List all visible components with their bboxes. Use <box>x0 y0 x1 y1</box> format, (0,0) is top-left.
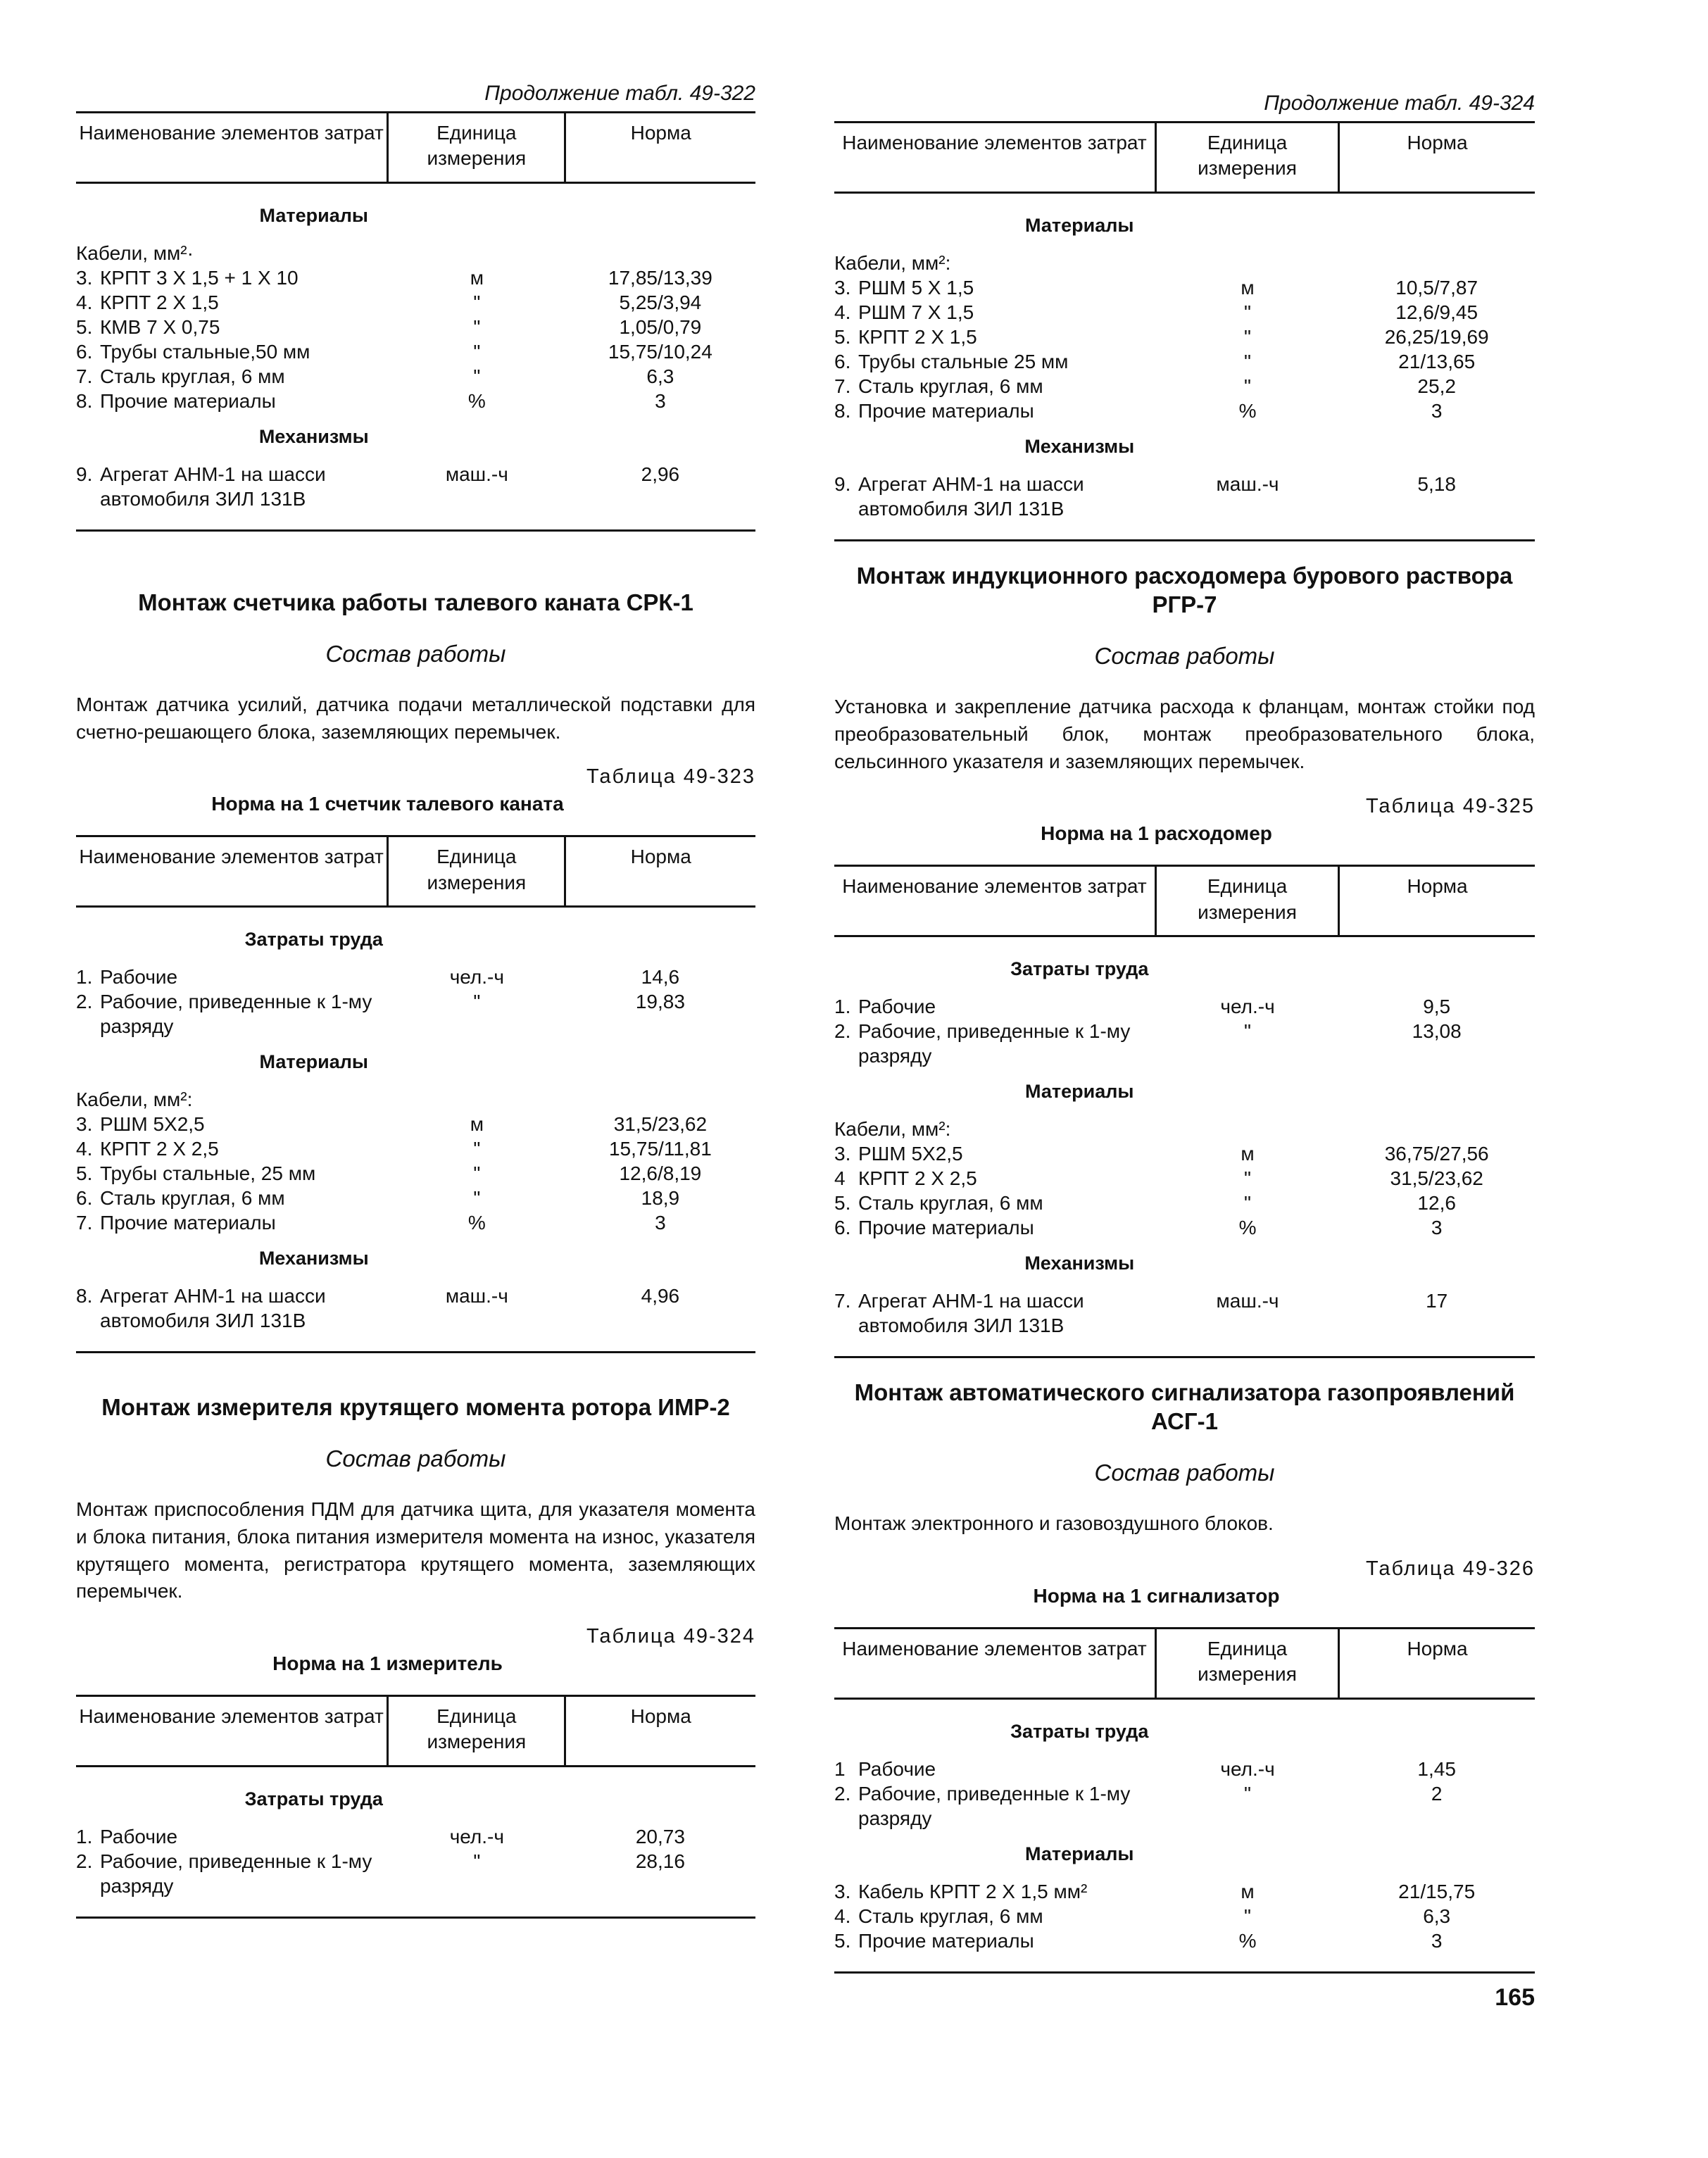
row-number: 6. <box>834 350 851 372</box>
row-unit: маш.-ч <box>1216 1289 1279 1312</box>
row-norm: 19,83 <box>635 991 685 1013</box>
row-norm: 13,08 <box>1412 1020 1462 1042</box>
norm-table <box>834 121 1535 541</box>
header-norm: Норма <box>1407 875 1468 898</box>
row-name: КМВ 7 X 0,75 <box>100 315 220 338</box>
table-row <box>834 1904 1535 1928</box>
table-row <box>76 339 755 364</box>
table-header <box>834 123 1535 194</box>
table-row <box>834 325 1535 349</box>
row-name: Сталь круглая, 6 мм <box>100 1187 285 1210</box>
section-title: Монтаж измерителя крутящего момента ротора ИМР-2 <box>101 1394 730 1421</box>
row-number: 7. <box>834 375 851 397</box>
row-number: 3. <box>834 1880 851 1902</box>
row-unit: " <box>473 291 481 313</box>
row-unit: " <box>473 315 481 338</box>
row-name: Рабочие <box>100 966 178 989</box>
row-unit: % <box>467 1212 486 1234</box>
row-unit: чел.-ч <box>1220 995 1275 1017</box>
row-number: 4. <box>76 1138 93 1160</box>
row-number: 1 <box>834 1757 846 1780</box>
row-number: 8. <box>834 399 851 422</box>
table-header <box>834 1629 1535 1700</box>
table-body <box>834 1700 1535 1971</box>
row-norm: 14,6 <box>641 966 680 989</box>
header-name: Наименование элементов затрат <box>842 132 1147 153</box>
section-subtitle: Состав работы <box>325 641 506 667</box>
table-row <box>834 1288 1535 1338</box>
table-row <box>76 989 755 1039</box>
work-description: Монтаж приспособления ПДМ для датчика щита, для указателя момента и блока питания, блока питания измерителя момента на износ, указателя крутящего момента, регистратора крутящего момента, заземляющих перемычек. <box>76 1498 755 1602</box>
row-number: 7. <box>834 1289 851 1312</box>
row-name: Рабочие <box>858 995 936 1017</box>
row-name: РШМ 5X2,5 <box>100 1113 205 1136</box>
row-number: 6. <box>76 340 93 363</box>
row-number: 2. <box>834 1782 851 1805</box>
row-unit: " <box>1244 325 1251 348</box>
table-section-title: Материалы <box>259 204 368 226</box>
row-number: 1. <box>76 1825 93 1848</box>
row-name: Кабель КРПТ 2 X 1,5 мм² <box>858 1880 1088 1902</box>
row-name: Агрегат АНМ-1 на шасси автомобиля ЗИЛ 131В <box>858 472 1084 520</box>
table-row <box>76 1112 755 1136</box>
table-row <box>834 1757 1535 1781</box>
table-section-title: Механизмы <box>258 425 369 447</box>
row-unit: м <box>470 1113 484 1136</box>
row-number: 7. <box>76 1212 93 1234</box>
table-row <box>76 389 755 413</box>
table-row <box>76 1824 755 1849</box>
row-unit: маш.-ч <box>1216 472 1279 495</box>
row-norm: 21/13,65 <box>1398 350 1476 372</box>
row-norm: 17,85/13,39 <box>608 266 712 289</box>
norm-table <box>834 865 1535 1358</box>
header-unit: Единица измерения <box>387 1697 566 1765</box>
row-number: 5. <box>76 1162 93 1185</box>
row-number: 8. <box>76 1285 93 1307</box>
header-name: Наименование элементов затрат <box>79 846 384 868</box>
table-number: Таблица 49-324 <box>586 1624 755 1648</box>
row-name: Агрегат АНМ-1 на шасси автомобиля ЗИЛ 131В <box>100 463 326 510</box>
header-name: Наименование элементов затрат <box>79 1705 384 1727</box>
row-unit: м <box>1241 1142 1255 1165</box>
row-name: КРПТ 2 X 1,5 <box>100 291 219 313</box>
table-section-title: Материалы <box>1025 214 1134 236</box>
row-norm: 15,75/10,24 <box>608 340 712 363</box>
left-column <box>76 82 755 1919</box>
row-unit: " <box>1244 1167 1251 1189</box>
row-name: Рабочие, приведенные к 1-му разряду <box>100 1850 372 1897</box>
row-number: 3. <box>834 1142 851 1165</box>
table-row <box>834 1191 1535 1215</box>
table-number: Таблица 49-325 <box>1365 795 1535 818</box>
section-title: Монтаж автоматического сигнализатора газопроявлений АСГ-1 <box>854 1379 1515 1435</box>
row-number: 8. <box>76 389 93 412</box>
row-norm: 3 <box>1431 1216 1443 1238</box>
row-norm: 1,05/0,79 <box>619 315 702 338</box>
table-section-title: Затраты труда <box>244 929 383 951</box>
table-body <box>76 184 755 529</box>
norm-table <box>76 1695 755 1919</box>
header-norm: Норма <box>1407 1638 1468 1660</box>
row-unit: " <box>473 1162 481 1185</box>
norm-table <box>76 111 755 532</box>
row-number: 1. <box>834 995 851 1017</box>
row-name: Сталь круглая, 6 мм <box>858 1905 1043 1927</box>
row-name: Агрегат АНМ-1 на шасси автомобиля ЗИЛ 131В <box>100 1285 326 1332</box>
table-section-title: Механизмы <box>1024 1252 1135 1274</box>
row-name: КРПТ 2 X 2,5 <box>858 1167 977 1189</box>
norm-caption: Норма на 1 расходомер <box>1041 822 1272 845</box>
table-number: Таблица 49-323 <box>586 765 755 789</box>
header-name: Наименование элементов затрат <box>842 1638 1147 1660</box>
row-number: 2. <box>834 1020 851 1042</box>
row-number: 5. <box>834 1191 851 1214</box>
row-name: Сталь круглая, 6 мм <box>858 375 1043 397</box>
right-column <box>834 92 1535 1974</box>
norm-caption: Норма на 1 измеритель <box>272 1652 503 1674</box>
row-unit: " <box>1244 350 1251 372</box>
row-number: 5. <box>76 315 93 338</box>
table-body <box>834 194 1535 539</box>
row-unit: " <box>1244 1020 1251 1042</box>
row-number: 9. <box>76 463 93 485</box>
header-unit: Единица измерения <box>387 113 566 182</box>
row-number: 4. <box>76 291 93 313</box>
row-norm: 9,5 <box>1423 995 1451 1017</box>
row-norm: 3 <box>1431 399 1443 422</box>
table-row <box>834 1928 1535 1953</box>
table-row <box>76 1284 755 1333</box>
row-unit: м <box>1241 276 1255 299</box>
table-subheading: Кабели, мм²: <box>834 1117 951 1140</box>
table-header <box>76 837 755 908</box>
table-section-title: Материалы <box>259 1051 368 1073</box>
table-subheading: Кабели, мм²: <box>834 251 951 274</box>
row-unit: % <box>1238 399 1257 422</box>
norm-caption: Норма на 1 счетчик талевого каната <box>211 793 564 815</box>
row-number: 5. <box>834 325 851 348</box>
table-row <box>76 1161 755 1186</box>
table-section-title: Материалы <box>1025 1843 1134 1864</box>
row-norm: 3 <box>655 389 666 412</box>
table-row <box>76 290 755 315</box>
norm-table <box>834 1627 1535 1974</box>
row-unit: " <box>1244 1191 1251 1214</box>
continuation-label: Продолжение табл. 49-324 <box>1264 92 1535 115</box>
row-unit: % <box>467 389 486 412</box>
row-unit: " <box>1244 1782 1251 1805</box>
table-header <box>76 1697 755 1767</box>
row-norm: 26,25/19,69 <box>1384 325 1489 348</box>
row-name: РШМ 5 X 1,5 <box>858 276 974 299</box>
table-row <box>834 472 1535 521</box>
header-unit: Единица измерения <box>387 837 566 905</box>
row-unit: " <box>473 1138 481 1160</box>
section-title: Монтаж индукционного расходомера бурового раствора РГР-7 <box>856 562 1513 618</box>
row-norm: 3 <box>1431 1929 1443 1952</box>
table-row <box>76 364 755 389</box>
table-subheading: Кабели, мм²· <box>76 241 194 264</box>
table-row <box>834 300 1535 325</box>
row-norm: 5,18 <box>1417 472 1456 495</box>
table-row <box>834 275 1535 300</box>
row-name: Рабочие, приведенные к 1-му разряду <box>100 991 372 1038</box>
row-name: Трубы стальные 25 мм <box>858 350 1069 372</box>
row-norm: 12,6/8,19 <box>619 1162 702 1185</box>
row-norm: 25,2 <box>1417 375 1456 397</box>
row-name: Агрегат АНМ-1 на шасси автомобиля ЗИЛ 131В <box>858 1289 1084 1336</box>
table-section-title: Затраты труда <box>244 1788 383 1809</box>
header-norm: Норма <box>1407 132 1468 153</box>
row-name: КРПТ 2 X 2,5 <box>100 1138 219 1160</box>
header-name: Наименование элементов затрат <box>79 122 384 144</box>
header-name: Наименование элементов затрат <box>842 875 1147 898</box>
row-name: РШМ 5X2,5 <box>858 1142 963 1165</box>
row-norm: 17 <box>1426 1289 1448 1312</box>
table-subheading: Кабели, мм²: <box>76 1089 193 1111</box>
row-norm: 2 <box>1431 1782 1443 1805</box>
row-name: Прочие материалы <box>858 1216 1034 1238</box>
row-name: Рабочие, приведенные к 1-му разряду <box>858 1020 1131 1067</box>
table-section-title: Материалы <box>1025 1080 1134 1102</box>
table-section-title: Механизмы <box>258 1248 369 1269</box>
row-name: Сталь круглая, 6 мм <box>100 365 285 387</box>
row-name: Прочие материалы <box>858 1929 1034 1952</box>
row-number: 4. <box>834 1905 851 1927</box>
table-row <box>834 1166 1535 1191</box>
row-unit: " <box>1244 301 1251 323</box>
row-unit: " <box>1244 1905 1251 1927</box>
row-unit: маш.-ч <box>445 463 508 485</box>
row-name: Сталь круглая, 6 мм <box>858 1191 1043 1214</box>
header-unit: Единица измерения <box>1155 867 1340 935</box>
row-norm: 28,16 <box>635 1850 685 1872</box>
row-name: Прочие материалы <box>100 389 276 412</box>
row-norm: 1,45 <box>1417 1757 1456 1780</box>
table-body <box>76 908 755 1351</box>
row-unit: " <box>473 1187 481 1210</box>
row-norm: 2,96 <box>641 463 680 485</box>
row-number: 6. <box>834 1216 851 1238</box>
row-norm: 6,3 <box>1423 1905 1451 1927</box>
table-section-title: Затраты труда <box>1010 958 1149 979</box>
row-unit: % <box>1238 1216 1257 1238</box>
norm-table <box>76 835 755 1353</box>
row-unit: чел.-ч <box>449 966 504 989</box>
work-description: Установка и закрепление датчика расхода к фланцам, монтаж стойки под преобразовательный блок, монтаж преобразовательного блока, сельсинного указателя и заземляющих перемычек. <box>834 696 1535 772</box>
continuation-label: Продолжение табл. 49-322 <box>484 82 755 105</box>
row-name: Прочие материалы <box>100 1212 276 1234</box>
row-norm: 4,96 <box>641 1285 680 1307</box>
table-row <box>76 265 755 290</box>
row-name: КРПТ 2 X 1,5 <box>858 325 977 348</box>
table-header <box>834 867 1535 937</box>
section-subtitle: Состав работы <box>325 1445 506 1472</box>
row-unit: " <box>473 991 481 1013</box>
table-row <box>76 462 755 511</box>
table-row <box>76 315 755 339</box>
table-body <box>834 937 1535 1356</box>
row-norm: 5,25/3,94 <box>619 291 702 313</box>
row-name: КРПТ 3 X 1,5 + 1 X 10 <box>100 266 299 289</box>
header-unit: Единица измерения <box>1155 123 1340 192</box>
row-unit: маш.-ч <box>445 1285 508 1307</box>
table-row <box>76 1210 755 1235</box>
row-name: РШМ 7 X 1,5 <box>858 301 974 323</box>
row-number: 7. <box>76 365 93 387</box>
row-unit: м <box>470 266 484 289</box>
table-row <box>834 1781 1535 1831</box>
row-unit: м <box>1241 1880 1255 1902</box>
row-unit: " <box>1244 375 1251 397</box>
row-number: 3. <box>76 1113 93 1136</box>
table-row <box>834 399 1535 423</box>
row-number: 3. <box>76 266 93 289</box>
row-number: 4 <box>834 1167 846 1189</box>
row-norm: 31,5/23,62 <box>613 1113 708 1136</box>
row-norm: 31,5/23,62 <box>1390 1167 1483 1189</box>
table-row <box>76 1136 755 1161</box>
table-header <box>76 113 755 184</box>
table-row <box>834 374 1535 399</box>
table-row <box>76 1186 755 1210</box>
section-subtitle: Состав работы <box>1094 643 1275 670</box>
header-norm: Норма <box>630 122 691 144</box>
header-norm: Норма <box>630 1705 691 1727</box>
row-name: Прочие материалы <box>858 399 1034 422</box>
header-unit: Единица измерения <box>1155 1629 1340 1698</box>
row-norm: 20,73 <box>635 1825 685 1848</box>
row-number: 2. <box>76 991 93 1013</box>
row-norm: 12,6/9,45 <box>1395 301 1478 323</box>
row-norm: 15,75/11,81 <box>608 1138 712 1160</box>
row-name: Трубы стальные, 25 мм <box>100 1162 316 1185</box>
row-number: 3. <box>834 276 851 299</box>
table-row <box>76 965 755 989</box>
page-number: 165 <box>1495 1984 1535 2011</box>
work-description: Монтаж электронного и газовоздушного блоков. <box>834 1512 1274 1535</box>
table-row <box>834 349 1535 374</box>
row-norm: 6,3 <box>646 365 674 387</box>
row-name: Рабочие <box>100 1825 178 1848</box>
row-name: Трубы стальные,50 мм <box>100 340 310 363</box>
row-unit: чел.-ч <box>1220 1757 1275 1780</box>
norm-caption: Норма на 1 сигнализатор <box>1033 1585 1280 1607</box>
row-number: 9. <box>834 472 851 495</box>
row-norm: 36,75/27,56 <box>1384 1142 1489 1165</box>
table-number: Таблица 49-326 <box>1365 1557 1535 1581</box>
table-row <box>834 1019 1535 1068</box>
table-row <box>76 1849 755 1898</box>
table-row <box>834 1215 1535 1240</box>
table-section-title: Затраты труда <box>1010 1720 1149 1742</box>
row-unit: " <box>473 365 481 387</box>
row-norm: 12,6 <box>1417 1191 1456 1214</box>
row-name: Рабочие <box>858 1757 936 1780</box>
row-norm: 21/15,75 <box>1398 1880 1476 1902</box>
section-subtitle: Состав работы <box>1094 1460 1275 1486</box>
row-norm: 18,9 <box>641 1187 680 1210</box>
row-number: 1. <box>76 966 93 989</box>
table-section-title: Механизмы <box>1024 435 1135 457</box>
row-unit: " <box>473 340 481 363</box>
section-title: Монтаж счетчика работы талевого каната СРК-1 <box>138 589 693 615</box>
row-number: 5. <box>834 1929 851 1952</box>
row-unit: чел.-ч <box>449 1825 504 1848</box>
header-norm: Норма <box>630 846 691 868</box>
table-body <box>76 1767 755 1917</box>
table-row <box>834 994 1535 1019</box>
work-description: Монтаж датчика усилий, датчика подачи металлической подставки для счетно-решающего блока, заземляющих перемычек. <box>76 694 755 743</box>
row-number: 4. <box>834 301 851 323</box>
row-name: Рабочие, приведенные к 1-му разряду <box>858 1782 1131 1829</box>
row-unit: " <box>473 1850 481 1872</box>
table-row <box>834 1879 1535 1904</box>
row-number: 6. <box>76 1187 93 1210</box>
row-norm: 10,5/7,87 <box>1395 276 1478 299</box>
row-unit: % <box>1238 1929 1257 1952</box>
row-number: 2. <box>76 1850 93 1872</box>
table-row <box>834 1141 1535 1166</box>
row-norm: 3 <box>655 1212 666 1234</box>
